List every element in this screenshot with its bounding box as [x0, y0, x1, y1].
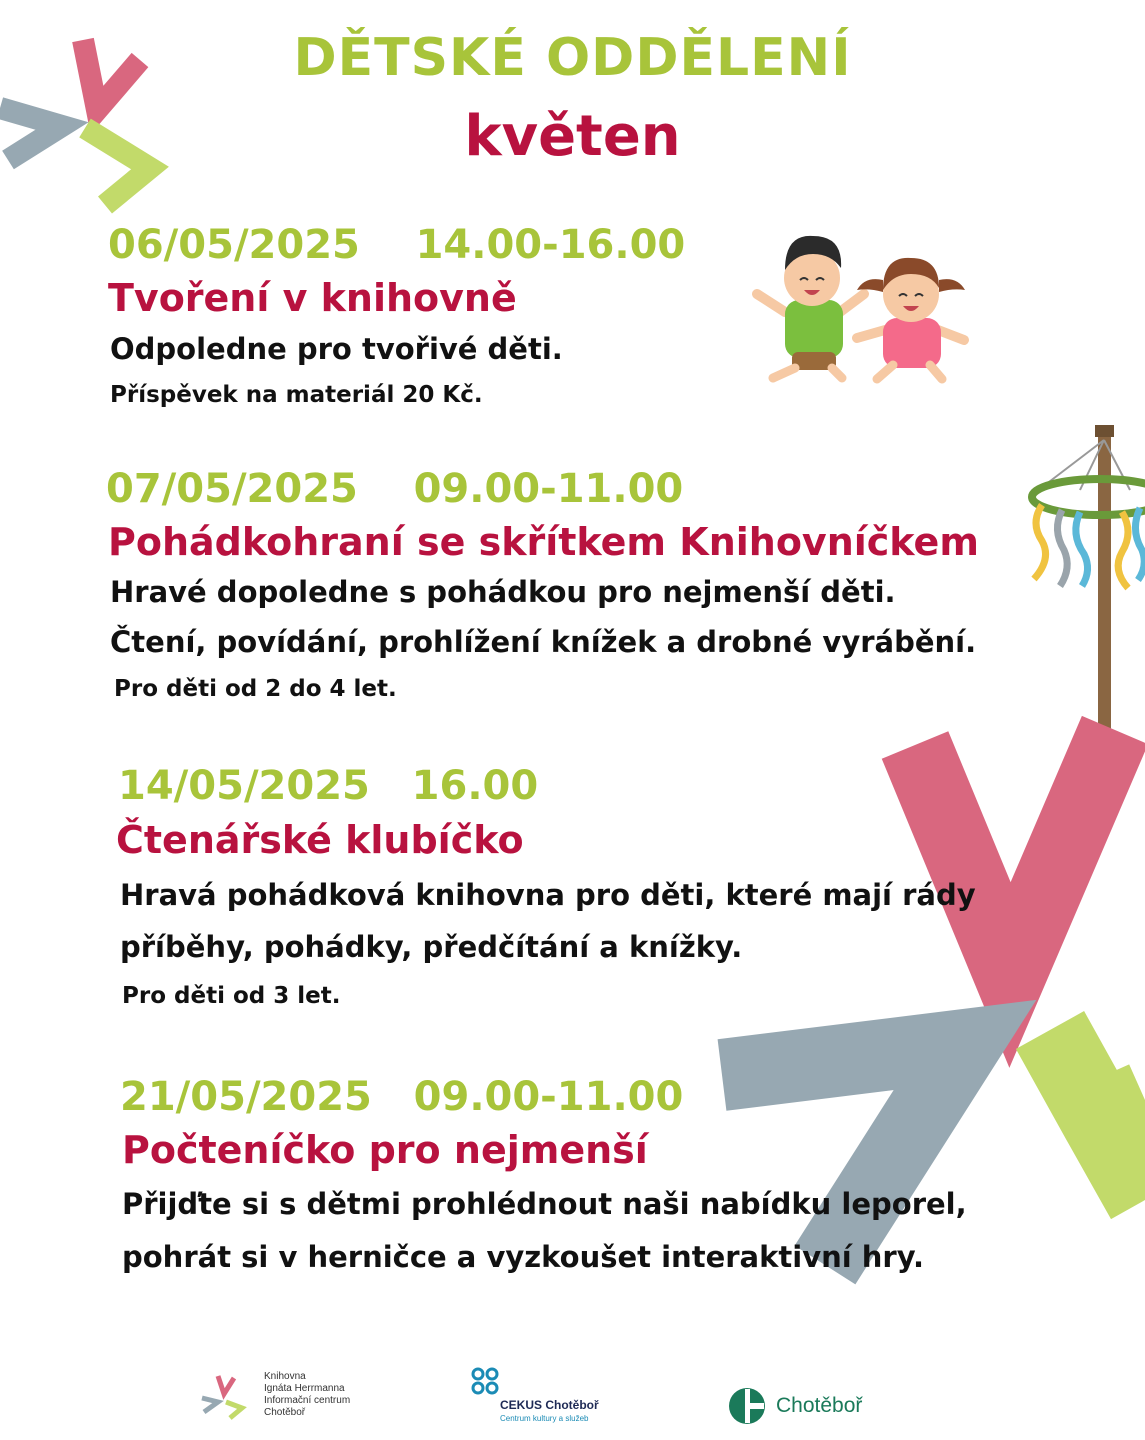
event-datetime: 07/05/2025 09.00-11.00 [106, 466, 684, 512]
library-logo-icon [200, 1372, 256, 1422]
event-note: Příspěvek na materiál 20 Kč. [110, 382, 483, 408]
month-heading: květen [464, 104, 681, 169]
town-logo-icon [728, 1387, 766, 1425]
cekus-logo-name: CEKUS Chotěboř [500, 1398, 599, 1412]
event-title: Čtenářské klubíčko [116, 818, 524, 862]
event-description: příběhy, pohádky, předčítání a knížky. [120, 930, 743, 964]
event-datetime: 14/05/2025 16.00 [118, 763, 539, 809]
event-note: Pro děti od 3 let. [122, 983, 341, 1009]
event-title: Pohádkohraní se skřítkem Knihovníčkem [108, 520, 979, 564]
town-logo-text: Chotěboř [776, 1394, 863, 1417]
library-logo-line: Knihovna [264, 1371, 306, 1382]
big-grey-v-shape [722, 1045, 965, 1265]
library-logo-line: Informační centrum [264, 1395, 351, 1406]
event-description: Přijďte si s dětmi prohlédnout naši nabídku leporel, [122, 1187, 967, 1221]
library-logo-line: Chotěboř [264, 1407, 306, 1418]
event-description: Hravé dopoledne s pohádkou pro nejmenší děti. [110, 575, 896, 609]
big-pink-v-shape [915, 730, 1115, 975]
library-logo-text [264, 1371, 350, 1419]
children-illustration [757, 236, 965, 379]
event-description: Odpoledne pro tvořivé děti. [110, 332, 563, 366]
event-datetime: 21/05/2025 09.00-11.00 [120, 1074, 684, 1120]
cekus-logo-subtitle: Centrum kultury a služeb [500, 1414, 589, 1423]
library-logo-line: Ignáta Herrmanna [264, 1383, 345, 1394]
maypole-illustration [1032, 425, 1145, 735]
event-description: Hravá pohádková knihovna pro děti, které mají rády [120, 878, 976, 912]
cekus-logo-icon [470, 1366, 502, 1398]
event-datetime: 06/05/2025 14.00-16.00 [108, 222, 686, 268]
event-note: Pro děti od 2 do 4 let. [114, 676, 397, 702]
event-title: Počteníčko pro nejmenší [122, 1128, 648, 1172]
event-description: Čtení, povídání, prohlížení knížek a drobné vyrábění. [110, 625, 977, 659]
event-title: Tvoření v knihovně [108, 276, 517, 320]
big-green-v-shape-arm [1100, 1100, 1145, 1120]
page-title: DĚTSKÉ ODDĚLENÍ [293, 28, 852, 88]
event-description: pohrát si v herničce a vyzkoušet interaktivní hry. [122, 1240, 924, 1274]
